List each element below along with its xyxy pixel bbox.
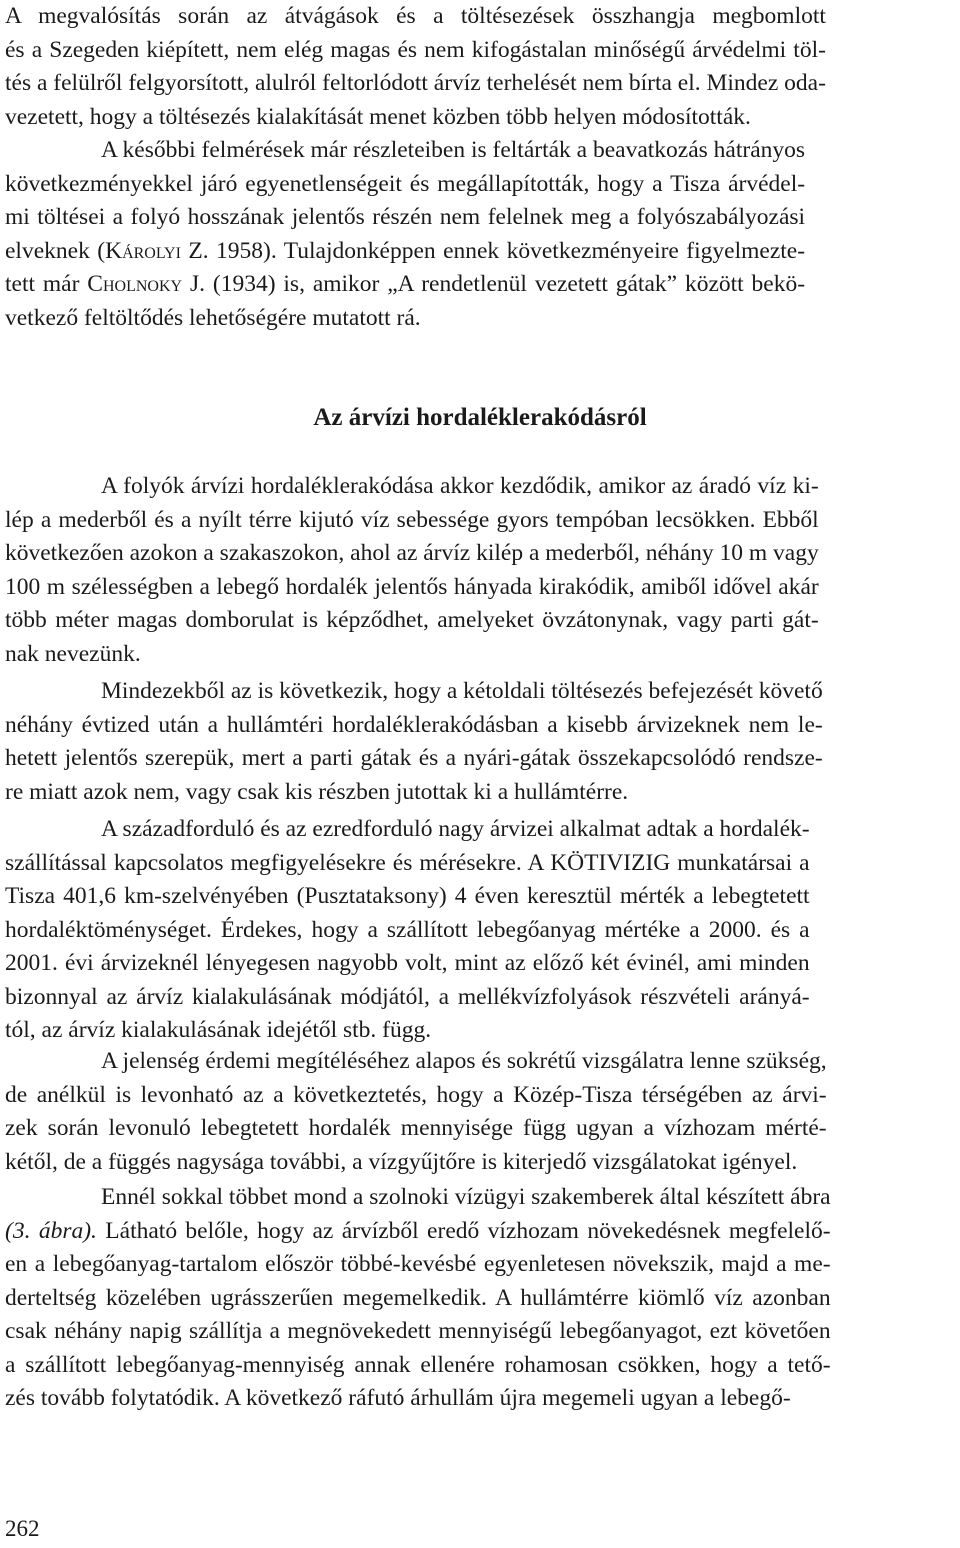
text-line: A folyók árvízi hordaléklerakódása akkor kezdődik, amikor az áradó víz ki- — [101, 473, 819, 499]
paragraph-1 — [5, 0, 826, 134]
text-line: de anélkül is levonható az a következtetés, hogy a Közép-Tisza térségében az árvi- — [5, 1081, 827, 1108]
text-line: szállítással kapcsolatos megfigyelésekre és mérésekre. A KÖTIVIZIG munkatársai a — [5, 849, 810, 876]
text-line: 2001. évi árvizeknél lényegesen nagyobb volt, mint az előző két évinél, ami minden — [5, 950, 810, 976]
text-line: A századforduló és az ezredforduló nagy árvizei alkalmat adtak a hordalék- — [101, 816, 810, 842]
paragraph-4 — [5, 675, 823, 809]
text-line: elveknek (Károlyi Z. 1958). Tulajdonképpen ennek következményeire figyelmezte- — [5, 237, 806, 264]
text-line: lép a mederből és a nyílt térre kijutó víz sebessége gyors tempóban lecsökken. Ebből — [5, 506, 819, 533]
text-line: en a lebegőanyag-tartalom először többé-kevésbé egyenletesen növekszik, majd a me- — [5, 1251, 831, 1277]
paragraph-6 — [5, 1045, 827, 1179]
text-line: zés tovább folytatódik. A következő ráfutó árhullám újra megemeli ugyan a lebegő- — [5, 1385, 791, 1411]
page-number: 262 — [5, 1516, 40, 1541]
text-line: tett már Cholnoky J. (1934) is, amikor „A rendetlenül vezetett gátak” között bekö- — [5, 271, 806, 297]
paragraph-2 — [5, 134, 805, 335]
text-line: (3. ábra). Látható belőle, hogy az árvízből eredő vízhozam növekedésnek megfelelő- — [5, 1217, 831, 1244]
text-line: A jelenség érdemi megítéléséhez alapos és sokrétű vizsgálatra lenne szükség, — [101, 1048, 827, 1074]
text-line: több méter magas domborulat is képződhet, amelyeket övzátonynak, vagy parti gát- — [5, 607, 819, 633]
text-line: vezetett, hogy a töltésezés kialakítását menet közben több helyen módosították. — [5, 103, 751, 130]
text-line: hetett jelentős szerepük, mert a parti gátak és a nyári-gátak összekapcsolódó rendsze- — [5, 745, 823, 771]
text-line: csak néhány napig szállítja a megnövekedett mennyiségű lebegőanyagot, ezt követően — [5, 1318, 831, 1344]
text-line: nak nevezünk. — [5, 640, 141, 667]
text-line: következményekkel járó egyenetlenségeit és megállapították, hogy a Tisza árvédel- — [5, 170, 806, 197]
text-line: és a Szegeden kiépített, nem elég magas és nem kifogástalan minőségű árvédelmi töl- — [5, 36, 826, 63]
text-line: Ennél sokkal többet mond a szolnoki vízügyi szakemberek által készített ábra — [101, 1184, 831, 1210]
text-line: hordaléktöménységet. Érdekes, hogy a szállított lebegőanyag mértéke a 2000. és a — [5, 916, 810, 943]
paragraph-3 — [5, 470, 819, 671]
section-heading: Az árvízi hordaléklerakódásról — [313, 404, 647, 431]
paragraph-7 — [5, 1181, 831, 1416]
text-line: Tisza 401,6 km-szelvényében (Pusztataksony) 4 éven keresztül mérték a lebegtetett — [5, 883, 810, 909]
text-line: a szállított lebegőanyag-mennyiség annak ellenére rohamosan csökken, hogy a tető- — [5, 1351, 831, 1378]
text-line: derteltség közelében ugrásszerűen megemelkedik. A hullámtérre kiömlő víz azonban — [5, 1284, 831, 1311]
text-line: bizonnyal az árvíz kialakulásának módjától, a mellékvízfolyások részvételi arányá- — [5, 983, 810, 1010]
text-line: Mindezekből az is következik, hogy a kétoldali töltésezés befejezését követő — [101, 678, 823, 704]
text-line: vetkező feltöltődés lehetőségére mutatott rá. — [5, 304, 421, 331]
paragraph-5 — [5, 813, 810, 1048]
text-line: kétől, de a függés nagysága további, a vízgyűjtőre is kiterjedő vizsgálatokat igényel. — [5, 1148, 798, 1175]
text-line: tés a felülről felgyorsított, alulról feltorlódott árvíz terhelését nem bírta el. Mindez oda- — [5, 70, 826, 96]
text-line: néhány évtized után a hullámtéri hordaléklerakódásban a kisebb árvizeknek nem le- — [5, 711, 823, 738]
text-line: zek során levonuló lebegtetett hordalék mennyisége függ ugyan a vízhozam mérté- — [5, 1115, 827, 1141]
text-line: re miatt azok nem, vagy csak kis részben jutottak ki a hullámtérre. — [5, 778, 629, 805]
text-line: A későbbi felmérések már részleteiben is feltárták a beavatkozás hátrányos — [101, 137, 806, 163]
text-line: mi töltései a folyó hosszának jelentős részén nem felelnek meg a folyószabályozási — [5, 204, 806, 230]
text-line: következően azokon a szakaszokon, ahol az árvíz kilép a mederből, néhány 10 m vagy — [5, 540, 819, 566]
text-line: tól, az árvíz kialakulásának idejétől stb. függ. — [5, 1017, 432, 1043]
text-line: A megvalósítás során az átvágások és a töltésezések összhangja megbomlott — [5, 3, 826, 29]
text-line: 100 m szélességben a lebegő hordalék jelentős hányada kirakódik, amiből idővel akár — [5, 573, 819, 600]
